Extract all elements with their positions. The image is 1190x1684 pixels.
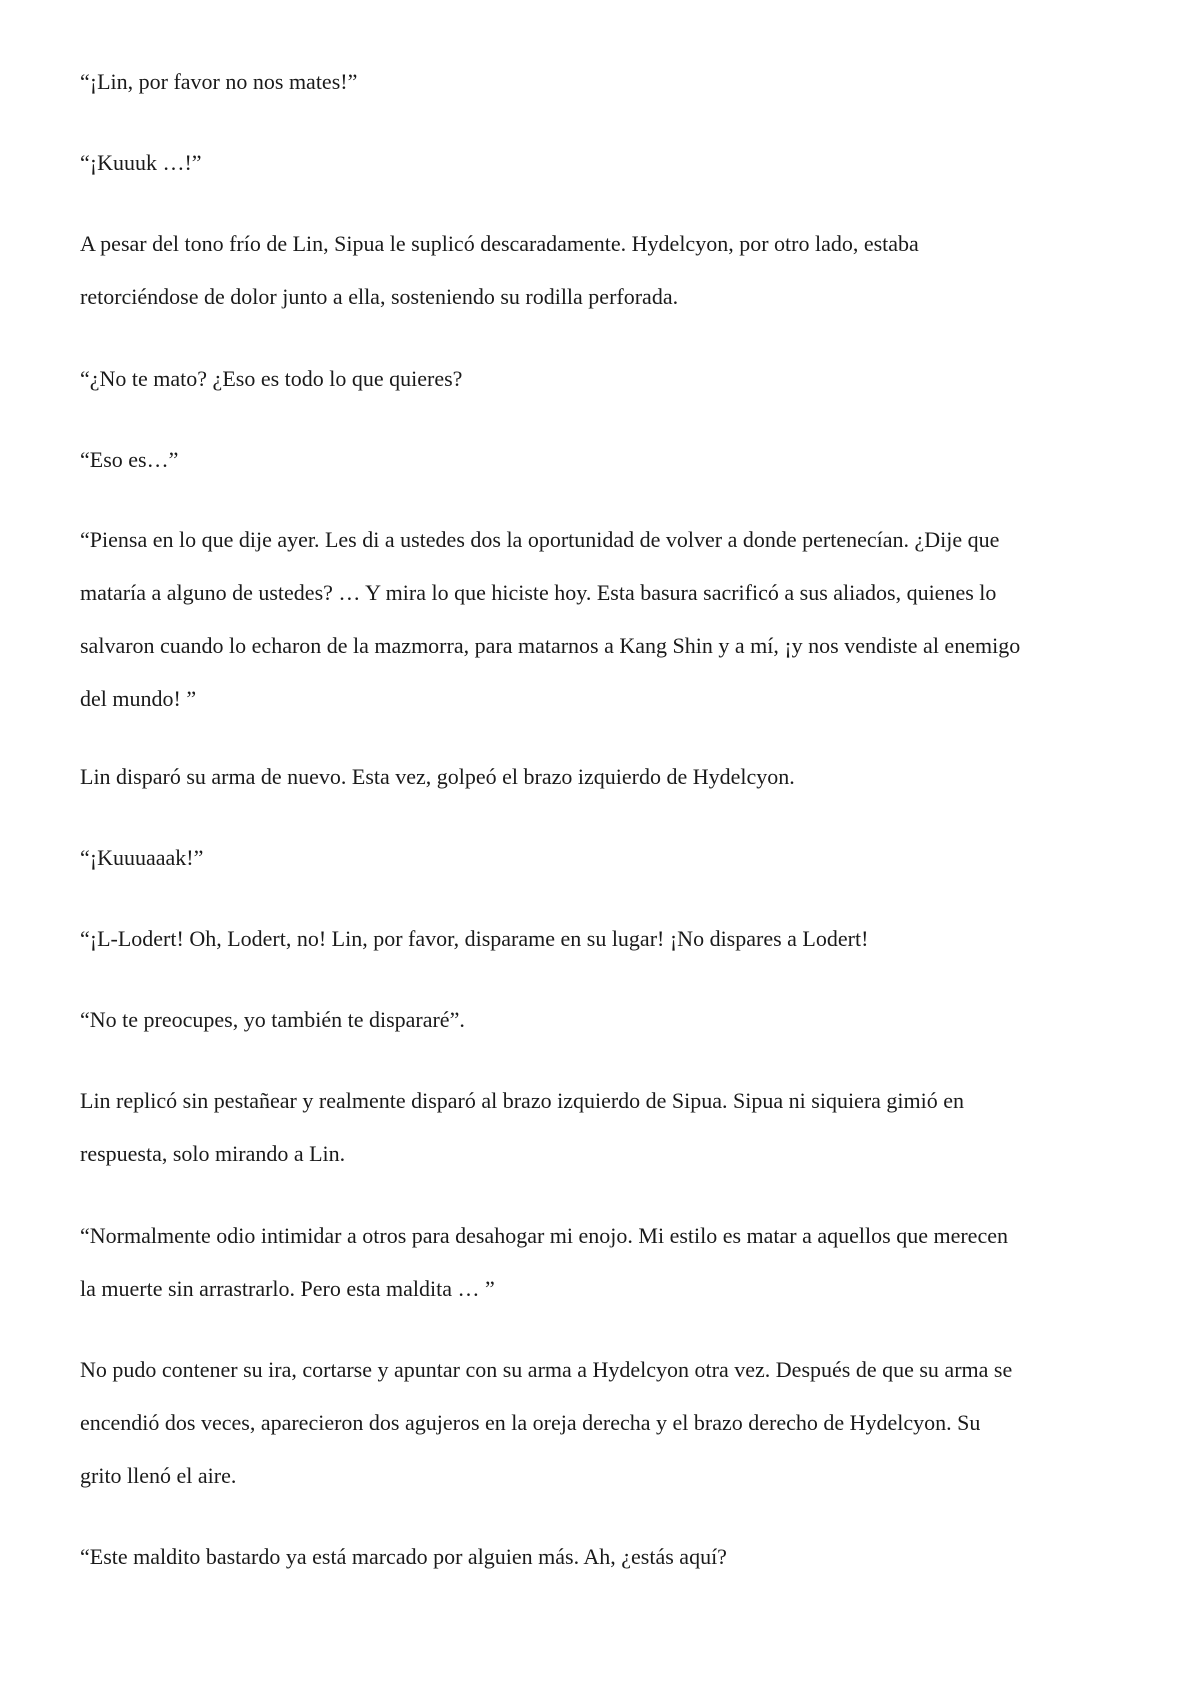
text-line: “¡Kuuuaaak!”: [80, 845, 204, 870]
paragraph-1: [80, 55, 1120, 108]
text-line: “Eso es…”: [80, 447, 179, 472]
text-line: la muerte sin arrastrarlo. Pero esta maldita … ”: [80, 1276, 495, 1301]
text-line: Lin replicó sin pestañear y realmente disparó al brazo izquierdo de Sipua. Sipua ni siquiera gimió en: [80, 1088, 965, 1113]
paragraph-12: [80, 1209, 1120, 1315]
text-line: “¡L-Lodert! Oh, Lodert, no! Lin, por favor, disparame en su lugar! ¡No dispares a Lodert!: [80, 926, 869, 951]
text-line: “¡Kuuuk …!”: [80, 150, 202, 175]
text-line: “Este maldito bastardo ya está marcado por alguien más. Ah, ¿estás aquí?: [80, 1544, 727, 1569]
text-line: mataría a alguno de ustedes? … Y mira lo que hiciste hoy. Esta basura sacrificó a sus aliados, quienes lo: [80, 580, 997, 605]
paragraph-8: [80, 831, 1120, 884]
paragraph-3: [80, 217, 1120, 323]
paragraph-5: [80, 433, 1120, 486]
text-line: “No te preocupes, yo también te dispararé”.: [80, 1007, 465, 1032]
paragraph-10: [80, 993, 1120, 1046]
paragraph-4: [80, 352, 1120, 405]
text-line: “¿No te mato? ¿Eso es todo lo que quieres?: [80, 366, 463, 391]
text-line: salvaron cuando lo echaron de la mazmorra, para matarnos a Kang Shin y a mí, ¡y nos vendiste al enemigo: [80, 633, 1021, 658]
paragraph-2: [80, 136, 1120, 189]
text-line: “Piensa en lo que dije ayer. Les di a ustedes dos la oportunidad de volver a donde pertenecían. ¿Dije que: [80, 527, 1000, 552]
text-line: del mundo! ”: [80, 686, 197, 711]
text-line: “¡Lin, por favor no nos mates!”: [80, 69, 358, 94]
paragraph-7: [80, 750, 1120, 803]
paragraph-11: [80, 1074, 1120, 1180]
text-line: “Normalmente odio intimidar a otros para desahogar mi enojo. Mi estilo es matar a aquellos que merecen: [80, 1223, 1008, 1248]
text-line: retorciéndose de dolor junto a ella, sosteniendo su rodilla perforada.: [80, 284, 679, 309]
text-line: encendió dos veces, aparecieron dos agujeros en la oreja derecha y el brazo derecho de Hydelcyon. Su: [80, 1410, 981, 1435]
paragraph-9: [80, 912, 1120, 965]
paragraph-6: [80, 513, 1120, 725]
text-line: respuesta, solo mirando a Lin.: [80, 1141, 346, 1166]
text-line: No pudo contener su ira, cortarse y apuntar con su arma a Hydelcyon otra vez. Después de que su arma se: [80, 1357, 1013, 1382]
text-line: Lin disparó su arma de nuevo. Esta vez, golpeó el brazo izquierdo de Hydelcyon.: [80, 764, 795, 789]
paragraph-14: [80, 1530, 1120, 1583]
paragraph-13: [80, 1343, 1120, 1502]
text-line: A pesar del tono frío de Lin, Sipua le suplicó descaradamente. Hydelcyon, por otro lado, estaba: [80, 231, 919, 256]
text-line: grito llenó el aire.: [80, 1463, 237, 1488]
